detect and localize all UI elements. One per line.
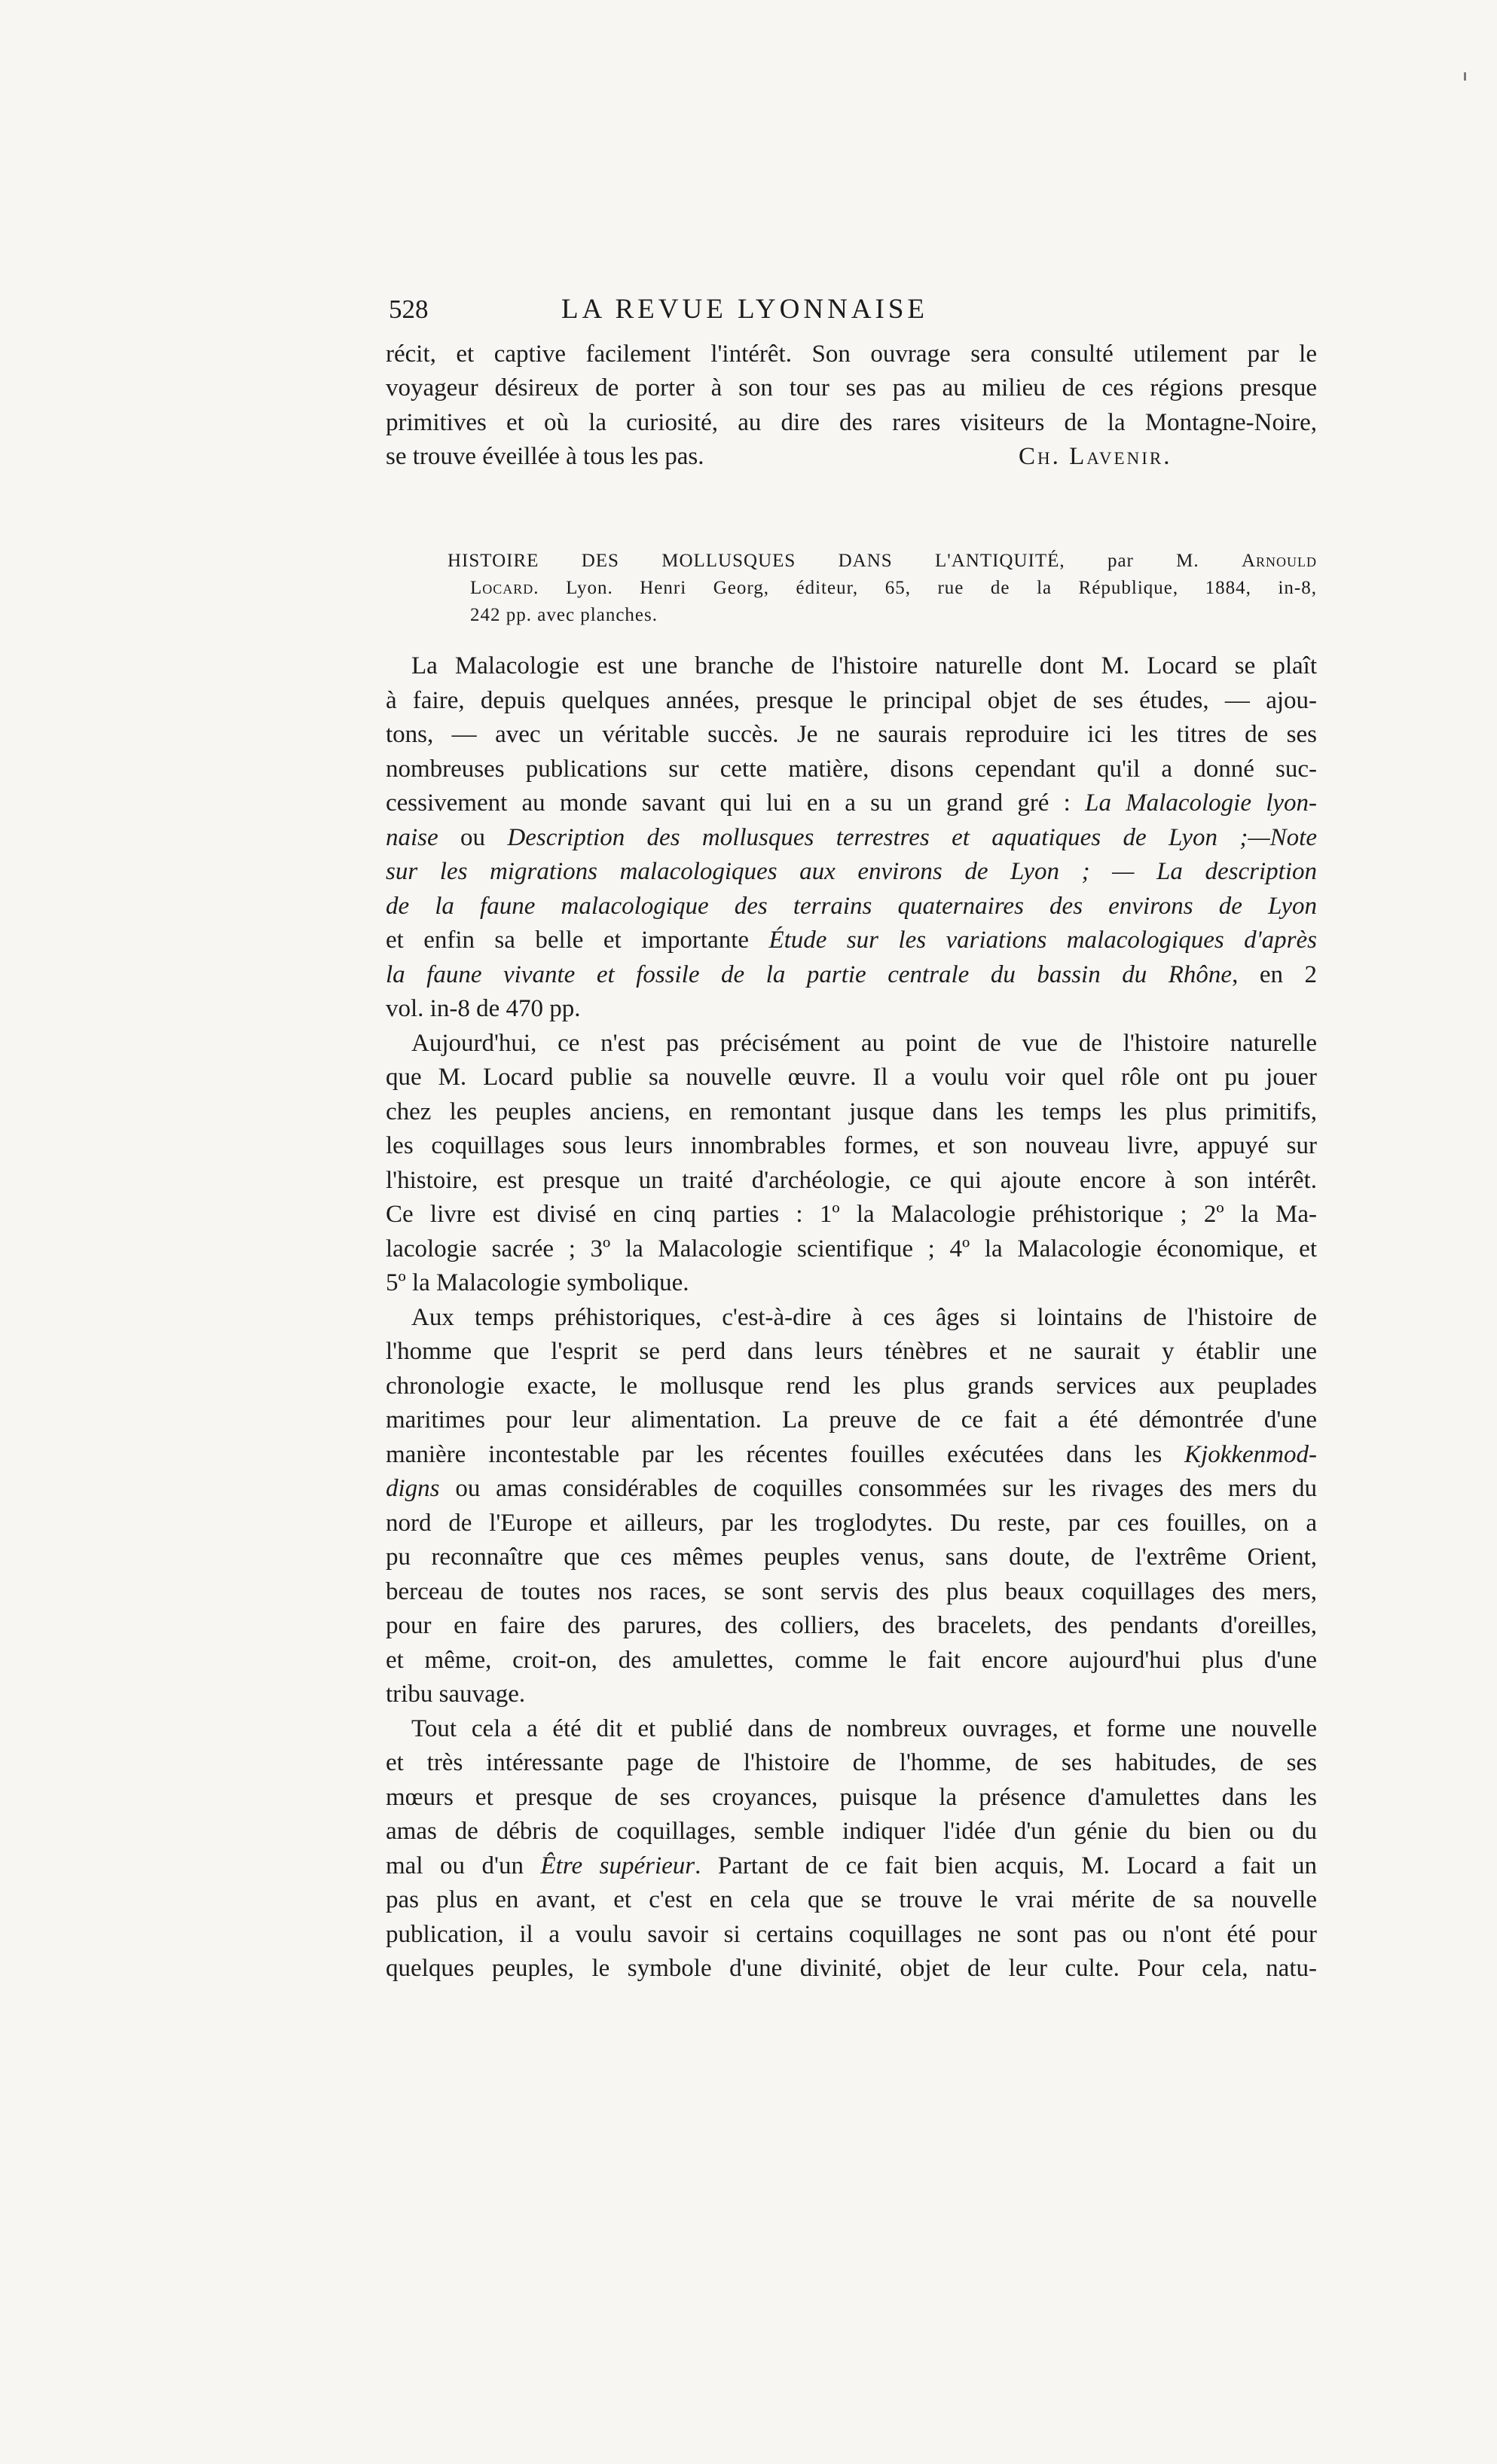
page-edge-mark (1464, 72, 1466, 81)
text-line: pas plus en avant, et c'est en cela que se trouve le vrai mérite de sa nouvelle (386, 1886, 1317, 1913)
citation-title: HISTOIRE DES MOLLUSQUES DANS L'ANTIQUITÉ, par M. (448, 551, 1242, 571)
text-line: l'histoire, est presque un traité d'archéologie, ce qui ajoute encore à son intérêt. (386, 1166, 1317, 1194)
text-line: chez les peuples anciens, en remontant jusque dans les temps les plus primitifs, (386, 1098, 1317, 1125)
text-line: mœurs et presque de ses croyances, puisque la présence d'amulettes dans les (386, 1783, 1317, 1811)
page-number: 528 (389, 295, 429, 324)
italic-term: digns (386, 1475, 440, 1502)
text-line (386, 958, 1317, 993)
text-line (386, 1472, 1317, 1507)
text-line (386, 924, 1317, 958)
text-line: voyageur désireux de porter à son tour ses pas au milieu de ces régions presque (386, 374, 1317, 402)
text-segment: et enfin sa belle et importante (386, 927, 769, 954)
text-line: Aujourd'hui, ce n'est pas précisément au point de vue de l'histoire naturelle (411, 1029, 1317, 1057)
text-line: publication, il a voulu savoir si certains coquillages ne sont pas ou n'ont été pour (386, 1920, 1317, 1948)
citation-line: 242 pp. avec planches. (470, 605, 658, 625)
text-line: à faire, depuis quelques années, presque le principal objet de ses études, — ajou- (386, 686, 1317, 714)
text-line: amas de débris de coquillages, semble indiquer l'idée d'un génie du bien ou du (386, 1818, 1317, 1845)
previous-review-ending (386, 337, 1317, 474)
journal-title: LA REVUE LYONNAISE (561, 294, 929, 325)
book-citation (448, 548, 1317, 629)
text-line: vol. in-8 de 470 pp. (386, 995, 581, 1022)
text-line: que M. Locard publie sa nouvelle œuvre. Il a voulu voir quel rôle ont pu jouer (386, 1064, 1317, 1091)
text-line: tribu sauvage. (386, 1681, 526, 1708)
text-line: et même, croit-on, des amulettes, comme le fait encore aujourd'hui plus d'une (386, 1646, 1317, 1674)
citation-author-last: Locard (470, 578, 534, 598)
text-line: lacologie sacrée ; 3º la Malacologie scientifique ; 4º la Malacologie économique, et (386, 1235, 1317, 1263)
review-signature: Ch. Lavenir. (1019, 442, 1172, 470)
citation-publisher: . Lyon. Henri Georg, éditeur, 65, rue de la République, 1884, in-8, (533, 578, 1317, 598)
running-head (389, 291, 1101, 328)
text-line (386, 1438, 1317, 1473)
text-line: 5º la Malacologie symbolique. (386, 1269, 689, 1296)
text-line: récit, et captive facilement l'intérêt. Son ouvrage sera consulté utilement par le (386, 340, 1317, 368)
text-line: nord de l'Europe et ailleurs, par les troglodytes. Du reste, par ces fouilles, on a (386, 1509, 1317, 1537)
italic-term: Kjokkenmod- (1184, 1440, 1317, 1468)
text-line (386, 786, 1317, 821)
text-line: nombreuses publications sur cette matière, disons cependant qu'il a donné suc- (386, 755, 1317, 783)
text-line: les coquillages sous leurs innombrables formes, et son nouveau livre, appuyé sur (386, 1132, 1317, 1159)
text-segment: ou (438, 823, 508, 851)
italic-title: Étude sur les variations malacologiques d'après (768, 927, 1317, 954)
citation-line (448, 575, 1317, 602)
text-line: primitives et où la curiosité, au dire des rares visiteurs de la Montagne-Noire, (386, 408, 1317, 436)
text-line: Tout cela a été dit et publié dans de nombreux ouvrages, et forme une nouvelle (411, 1714, 1317, 1742)
citation-author-first: Arnould (1241, 551, 1317, 571)
text-segment: manière incontestable par les récentes fouilles exécutées dans les (386, 1440, 1185, 1468)
italic-title-line: sur les migrations malacologiques aux environs de Lyon ; — La description (386, 858, 1317, 885)
citation-line (448, 548, 1317, 575)
text-line: l'homme que l'esprit se perd dans leurs ténèbres et ne saurait y établir une (386, 1338, 1317, 1365)
italic-title: la faune vivante et fossile de la partie centrale du bassin du Rhône (386, 960, 1233, 988)
italic-term: Être supérieur (540, 1852, 695, 1879)
text-line: tons, — avec un véritable succès. Je ne saurais reproduire ici les titres de ses (386, 721, 1317, 748)
text-line: et très intéressante page de l'histoire de l'homme, de ses habitudes, de ses (386, 1749, 1317, 1776)
text-segment: mal ou d'un (386, 1852, 541, 1879)
text-segment: ou amas considérables de coquilles consommées sur les rivages des mers du (439, 1475, 1317, 1502)
text-line: La Malacologie est une branche de l'histoire naturelle dont M. Locard se plaît (411, 652, 1317, 679)
closing-text: se trouve éveillée à tous les pas. (386, 442, 704, 470)
text-line (386, 1849, 1317, 1884)
italic-title: La Malacologie lyon- (1085, 789, 1317, 817)
text-segment: , en 2 (1232, 960, 1317, 988)
text-line (386, 440, 1317, 474)
text-line: Aux temps préhistoriques, c'est-à-dire à ces âges si lointains de l'histoire de (411, 1303, 1317, 1331)
text-segment: cessivement au monde savant qui lui en a su un grand gré : (386, 789, 1086, 817)
text-line (386, 821, 1317, 856)
text-line: pu reconnaître que ces mêmes peuples venus, sans doute, de l'extrême Orient, (386, 1543, 1317, 1571)
text-line: maritimes pour leur alimentation. La preuve de ce fait a été démontrée d'une (386, 1406, 1317, 1434)
text-segment: . Partant de ce fait bien acquis, M. Locard a fait un (695, 1852, 1317, 1879)
review-body (386, 649, 1317, 1986)
italic-title: Description des mollusques terrestres et aquatiques de Lyon ;—Note (507, 823, 1317, 851)
italic-title: naise (386, 823, 438, 851)
text-line: quelques peuples, le symbole d'une divinité, objet de leur culte. Pour cela, natu- (386, 1955, 1317, 1982)
text-line: Ce livre est divisé en cinq parties : 1º la Malacologie préhistorique ; 2º la Ma- (386, 1201, 1317, 1228)
text-line: pour en faire des parures, des colliers, des bracelets, des pendants d'oreilles, (386, 1612, 1317, 1639)
italic-title-line: de la faune malacologique des terrains quaternaires des environs de Lyon (386, 892, 1317, 920)
text-line: chronologie exacte, le mollusque rend les plus grands services aux peuplades (386, 1372, 1317, 1400)
text-line: berceau de toutes nos races, se sont servis des plus beaux coquillages des mers, (386, 1577, 1317, 1605)
